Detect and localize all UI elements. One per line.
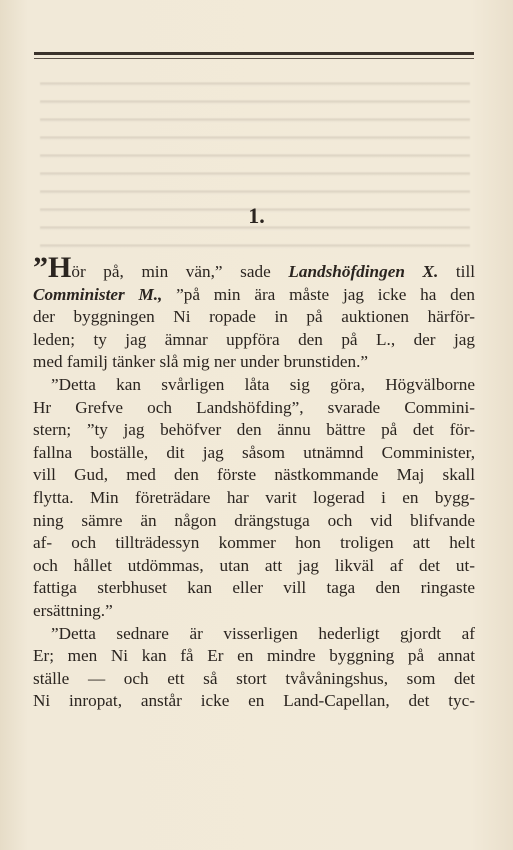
- text-line: ställe — och ett så stort tvåvåningshus, som det: [33, 668, 475, 688]
- text-line: Er; men Ni kan få Er en mindre byggning på annat: [33, 646, 475, 666]
- header-rule-thin: [34, 58, 474, 59]
- text-line: ”Hör på, min vän,” sade Landshöfdingen X. till: [33, 251, 476, 284]
- body-text: [33, 251, 476, 713]
- text-line: ”Detta sednare är visserligen hederligt gjordt af: [51, 623, 475, 643]
- text-line: der byggningen Ni ropade in på auktionen härför-: [33, 307, 475, 327]
- text-line: af- och tillträdessyn kommer hon troligen att helt: [33, 533, 475, 553]
- text-line: ersättning.”: [33, 600, 113, 620]
- text-line: Ni inropat, anstår icke en Land-Capellan, det tyc-: [33, 691, 475, 711]
- text-line: ning sämre än någon drängstuga och vid blifvande: [33, 510, 475, 530]
- text-line: med familj tänker slå mig ner under brunstiden.”: [33, 352, 369, 372]
- text-line: stern; ”ty jag behöfver den ännu bättre på det för-: [33, 420, 475, 440]
- text-line: ”Detta kan svårligen låta sig göra, Högvälborne: [51, 374, 475, 394]
- text-line: Hr Grefve och Landshöfding”, svarade Commini-: [33, 397, 475, 417]
- text-line: fallna boställe, dit jag såsom utnämnd Comminister,: [33, 442, 475, 462]
- header-rule: [34, 52, 474, 55]
- section-number: 1.: [248, 203, 265, 228]
- text-line: leden; ty jag ämnar uppföra den på L., der jag: [33, 329, 475, 349]
- speaker-name: Landshöfdingen X.: [288, 262, 439, 281]
- text-line: Comminister M., ”på min ära måste jag icke ha den: [33, 284, 476, 304]
- text-line: och hållet utdömmas, utan att jag likväl af det ut-: [33, 555, 475, 575]
- text-line: fattiga sterbhuset kan eller vill taga den ringaste: [33, 578, 475, 598]
- text-line: vill Gud, med den förste nästkommande Maj skall: [33, 465, 475, 485]
- drop-cap: ”H: [33, 251, 72, 284]
- speaker-name: Comminister M.,: [33, 284, 163, 304]
- text-line: flytta. Min företrädare har varit logerad i en bygg-: [33, 487, 475, 507]
